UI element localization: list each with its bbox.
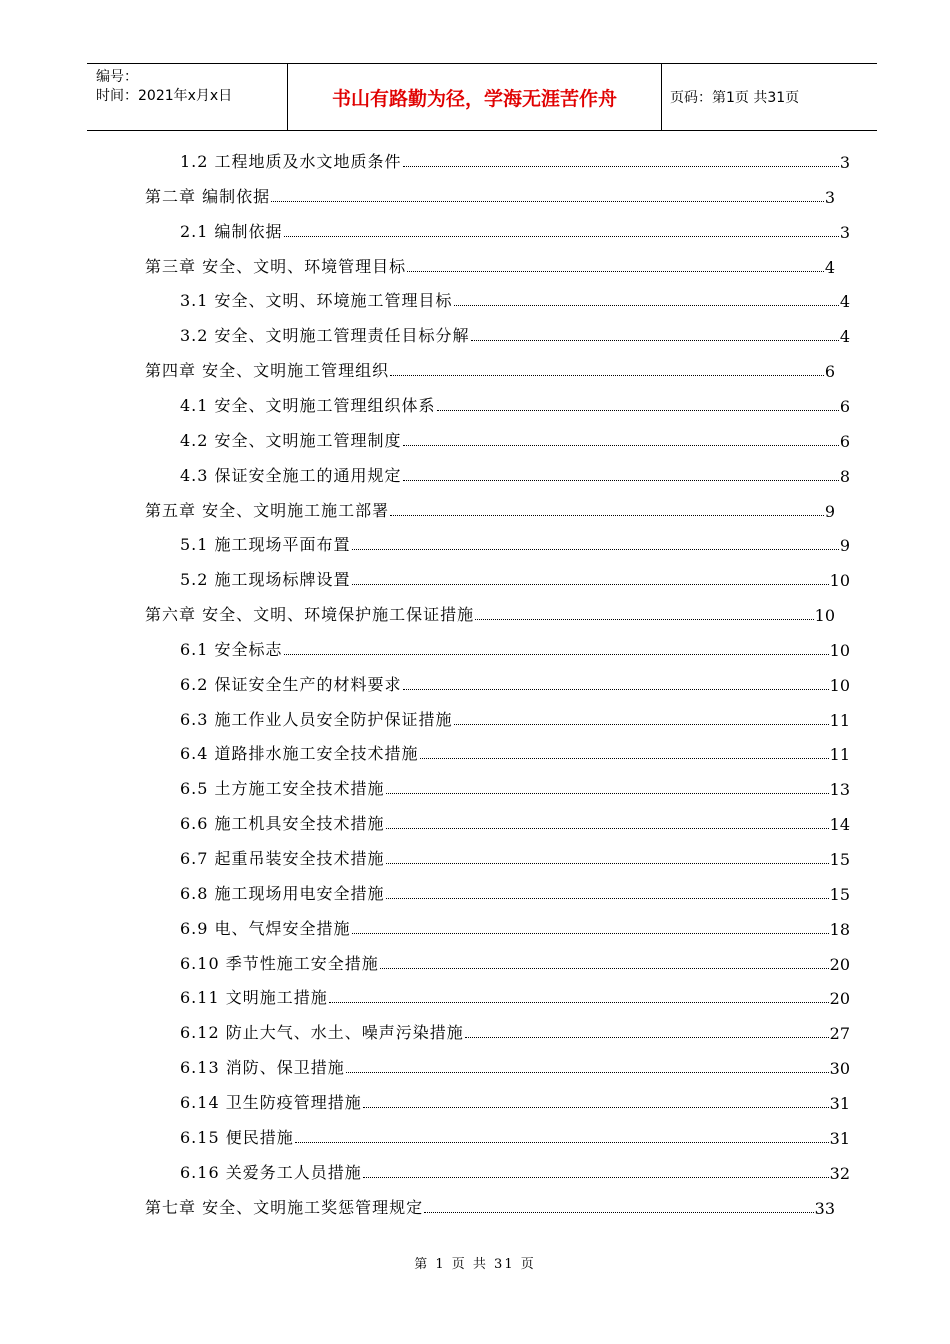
toc-entry-label: 6.14 卫生防疫管理措施	[180, 1092, 362, 1112]
toc-entry-page-number: 13	[829, 780, 850, 800]
document-time-label: 时间：2021年x月x日	[96, 88, 233, 104]
toc-entry-label: 6.1 安全标志	[180, 639, 283, 659]
toc-dot-leader	[271, 200, 824, 202]
header-page-cell	[662, 64, 877, 130]
toc-section-entry[interactable]	[180, 462, 850, 486]
toc-entry-page-number: 10	[829, 571, 850, 591]
toc-entry-label: 第二章 编制依据	[145, 186, 271, 206]
toc-entry-label: 6.8 施工现场用电安全措施	[180, 883, 385, 903]
toc-section-entry[interactable]	[180, 740, 850, 764]
toc-section-entry[interactable]	[180, 984, 850, 1008]
toc-dot-leader	[380, 967, 829, 969]
toc-section-entry[interactable]	[180, 1089, 850, 1113]
toc-dot-leader	[295, 1141, 829, 1143]
toc-entry-page-number: 27	[829, 1024, 850, 1044]
page-header	[87, 63, 877, 131]
toc-entry-label: 6.10 季节性施工安全措施	[180, 953, 379, 973]
header-meta-cell	[87, 64, 288, 130]
toc-entry-page-number: 6	[839, 431, 850, 451]
toc-dot-leader	[284, 653, 829, 655]
header-page-info: 页码：第1页 共31页	[670, 90, 800, 106]
toc-section-entry[interactable]	[180, 1159, 850, 1183]
toc-entry-label: 3.1 安全、文明、环境施工管理目标	[180, 291, 453, 311]
toc-entry-page-number: 10	[829, 675, 850, 695]
toc-dot-leader	[403, 165, 839, 167]
toc-dot-leader	[363, 1176, 829, 1178]
toc-dot-leader	[386, 897, 829, 899]
toc-section-entry[interactable]	[180, 1124, 850, 1148]
toc-dot-leader	[403, 479, 839, 481]
toc-entry-page-number: 10	[814, 606, 835, 626]
toc-entry-page-number: 31	[829, 1093, 850, 1113]
toc-section-entry[interactable]	[180, 1019, 850, 1043]
toc-entry-page-number: 30	[829, 1059, 850, 1079]
toc-entry-page-number: 14	[829, 815, 850, 835]
toc-dot-leader	[352, 548, 839, 550]
toc-entry-page-number: 33	[814, 1198, 835, 1218]
toc-entry-page-number: 4	[824, 257, 835, 277]
toc-section-entry[interactable]	[180, 392, 850, 416]
toc-section-entry[interactable]	[180, 706, 850, 730]
toc-entry-page-number: 15	[829, 850, 850, 869]
toc-entry-label: 6.5 土方施工安全技术措施	[180, 779, 385, 799]
toc-entry-label: 5.2 施工现场标牌设置	[180, 570, 351, 590]
toc-chapter-entry[interactable]	[145, 183, 835, 207]
toc-entry-page-number: 15	[829, 884, 850, 904]
toc-entry-label: 6.9 电、气焊安全措施	[180, 918, 351, 938]
toc-section-entry[interactable]	[180, 531, 850, 555]
toc-entry-label: 6.6 施工机具安全技术措施	[180, 814, 385, 834]
toc-entry-label: 6.4 道路排水施工安全技术措施	[180, 744, 419, 764]
toc-dot-leader	[407, 270, 824, 272]
toc-section-entry[interactable]	[180, 636, 850, 660]
toc-dot-leader	[454, 304, 839, 306]
toc-dot-leader	[420, 757, 829, 759]
toc-entry-page-number: 6	[839, 396, 850, 416]
toc-section-entry[interactable]	[180, 671, 850, 695]
toc-dot-leader	[363, 1106, 829, 1108]
toc-entry-page-number: 6	[824, 362, 835, 382]
toc-dot-leader	[390, 374, 824, 376]
toc-entry-page-number: 3	[839, 153, 850, 172]
toc-entry-label: 6.7 起重吊装安全技术措施	[180, 849, 385, 868]
toc-entry-label: 4.1 安全、文明施工管理组织体系	[180, 395, 436, 415]
toc-dot-leader	[386, 792, 829, 794]
toc-chapter-entry[interactable]	[145, 253, 835, 277]
toc-entry-page-number: 32	[829, 1163, 850, 1183]
toc-chapter-entry[interactable]	[145, 1194, 835, 1218]
toc-entry-page-number: 10	[829, 640, 850, 660]
toc-dot-leader	[454, 723, 829, 725]
toc-section-entry[interactable]	[180, 218, 850, 242]
toc-entry-label: 6.12 防止大气、水土、噪声污染措施	[180, 1023, 464, 1043]
toc-entry-page-number: 9	[824, 501, 835, 521]
toc-chapter-entry[interactable]	[145, 357, 835, 381]
toc-dot-leader	[475, 618, 814, 620]
toc-entry-page-number: 18	[829, 919, 850, 939]
toc-entry-page-number: 4	[839, 327, 850, 347]
toc-entry-page-number: 20	[829, 989, 850, 1009]
toc-dot-leader	[424, 1211, 814, 1213]
toc-entry-page-number: 4	[839, 292, 850, 312]
toc-entry-label: 6.13 消防、保卫措施	[180, 1058, 345, 1078]
toc-dot-leader	[346, 1071, 829, 1073]
toc-entry-label: 第五章 安全、文明施工施工部署	[145, 500, 390, 520]
toc-entry-page-number: 31	[829, 1128, 850, 1148]
toc-entry-label: 3.2 安全、文明施工管理责任目标分解	[180, 326, 470, 346]
toc-entry-page-number: 11	[829, 745, 850, 765]
toc-entry-label: 4.3 保证安全施工的通用规定	[180, 465, 402, 485]
toc-entry-page-number: 11	[829, 710, 850, 730]
toc-section-entry[interactable]	[180, 845, 850, 869]
toc-dot-leader	[403, 688, 829, 690]
toc-entry-page-number: 8	[839, 466, 850, 486]
toc-entry-label: 4.2 安全、文明施工管理制度	[180, 430, 402, 450]
toc-entry-label: 2.1 编制依据	[180, 221, 283, 241]
toc-section-entry[interactable]	[180, 880, 850, 904]
toc-dot-leader	[329, 1001, 829, 1003]
header-motto-cell	[288, 64, 662, 130]
page-footer: 第 1 页 共 31 页	[414, 1257, 536, 1272]
toc-entry-label: 6.11 文明施工措施	[180, 988, 328, 1008]
toc-dot-leader	[437, 409, 839, 411]
toc-entry-page-number: 3	[839, 222, 850, 242]
toc-entry-page-number: 3	[824, 187, 835, 207]
toc-dot-leader	[386, 862, 829, 864]
toc-section-entry[interactable]	[180, 775, 850, 799]
toc-entry-label: 1.2 工程地质及水文地质条件	[180, 152, 402, 171]
header-motto: 书山有路勤为径，学海无涯苦作舟	[331, 87, 617, 110]
toc-section-entry[interactable]	[180, 915, 850, 939]
toc-section-entry[interactable]	[180, 1054, 850, 1078]
toc-entry-label: 6.15 便民措施	[180, 1127, 294, 1147]
toc-dot-leader	[352, 583, 829, 585]
toc-entry-label: 第三章 安全、文明、环境管理目标	[145, 256, 407, 276]
toc-dot-leader	[403, 444, 839, 446]
document-number-label: 编号：	[96, 69, 138, 85]
toc-dot-leader	[471, 339, 839, 341]
toc-entry-label: 6.16 关爱务工人员措施	[180, 1162, 362, 1182]
toc-section-entry[interactable]	[180, 566, 850, 590]
toc-chapter-entry[interactable]	[145, 601, 835, 625]
toc-section-entry[interactable]	[180, 322, 850, 346]
toc-section-entry[interactable]	[180, 950, 850, 974]
toc-section-entry[interactable]	[180, 810, 850, 834]
toc-dot-leader	[284, 235, 839, 237]
toc-entry-page-number: 20	[829, 954, 850, 974]
toc-dot-leader	[465, 1036, 829, 1038]
toc-entry-label: 6.3 施工作业人员安全防护保证措施	[180, 709, 453, 729]
toc-section-entry[interactable]	[180, 148, 850, 172]
toc-chapter-entry[interactable]	[145, 497, 835, 521]
toc-entry-page-number: 9	[839, 536, 850, 556]
toc-section-entry[interactable]	[180, 427, 850, 451]
toc-entry-label: 第六章 安全、文明、环境保护施工保证措施	[145, 605, 475, 625]
toc-entry-label: 第七章 安全、文明施工奖惩管理规定	[145, 1197, 424, 1217]
toc-entry-label: 第四章 安全、文明施工管理组织	[145, 361, 390, 381]
toc-dot-leader	[386, 827, 829, 829]
toc-entry-label: 5.1 施工现场平面布置	[180, 535, 351, 555]
toc-dot-leader	[390, 514, 824, 516]
toc-dot-leader	[352, 932, 829, 934]
toc-section-entry[interactable]	[180, 287, 850, 311]
toc-entry-label: 6.2 保证安全生产的材料要求	[180, 674, 402, 694]
